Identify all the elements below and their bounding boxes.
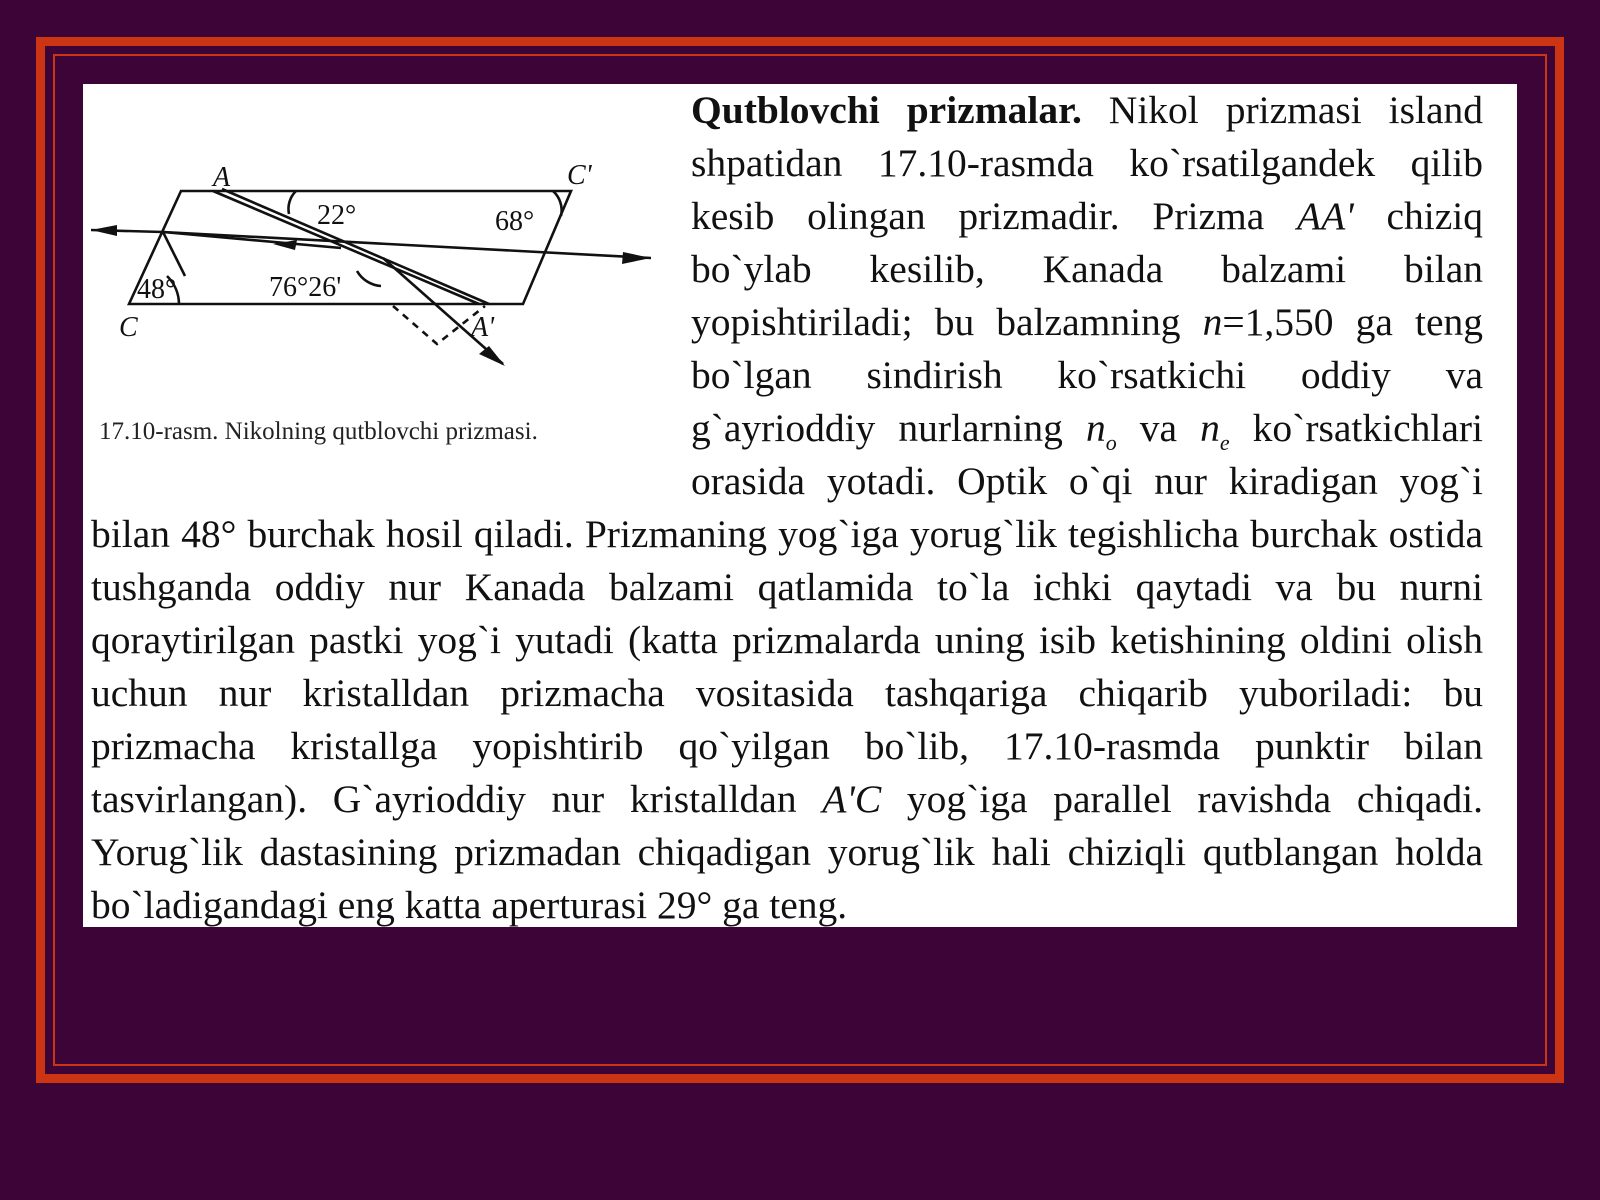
arc-68 [553,191,562,216]
prism-diagram [91,126,683,426]
label-A-prime: A' [471,312,495,343]
label-angle-7626: 76°26' [269,272,342,303]
text-part-5: yog`iga parallel ravishda chiqadi. Yorug`lik dastasining prizmadan chiqadigan yorug`lik hali chiziqli qutblangan holda bo`ladigandagi eng katta aperturasi 29° ga teng. [91,777,1483,927]
subscript-o: o [1105,429,1117,455]
arc-7626 [357,271,381,286]
label-A: A [213,162,231,193]
arrowhead-out [622,252,651,264]
arc-22 [288,191,296,214]
subscript-e: e [1219,429,1230,455]
label-C-prime: C' [567,160,592,191]
nicol-prism-figure [91,126,683,504]
section-heading: Qutblovchi prizmalar. [691,88,1082,132]
label-C: C [119,312,138,343]
arrowhead-reflected [479,346,505,366]
symbol-n: n [1202,300,1223,344]
label-angle-68: 68° [495,206,535,237]
text-part-2: chiziq bo`ylab kesilib, Kanada balzami bilan yopishtiriladi; bu balzamning [691,194,1484,344]
label-angle-22: 22° [317,200,357,231]
text-part-1: Nikol prizmasi island shpatidan 17.10-rasmda ko`rsatilgandek qilib kesib olingan prizmadir. Prizma [691,88,1483,238]
label-angle-48: 48° [137,274,177,305]
optic-axis-line [163,232,185,276]
reflected-ray [383,258,503,364]
symbol-aa-prime: AA' [1297,194,1354,238]
text-va: va [1116,406,1201,450]
arrowhead-in [91,225,117,236]
extraordinary-ray [163,232,651,258]
content-panel [83,84,1517,927]
symbol-n-o: n [1085,406,1106,450]
symbol-a-prime-c: A'C [822,777,882,821]
figure-caption: 17.10-rasm. Nikolning qutblovchi prizmasi. [99,418,538,445]
text-part-3: =1,550 ga teng bo`lgan sindirish ko`rsatkichi oddiy va g`ayrioddiy nurlarning [691,300,1483,450]
symbol-n-e: n [1200,406,1220,450]
text-part-4: ko`rsatkichlari orasida yotadi. Optik o`qi nur kiradigan yog`i bilan 48° burchak hosil qiladi. Prizmaning yog`iga yorug`lik tegishlicha burchak ostida tushganda oddiy nur Kanada balzami qatlamida to`la ichki qaytadi va bu nurni qoraytirilgan pastki yog`i yutadi (katta prizmalarda uning isib ketishining oldini olish uchun nur kristalldan prizmacha vositasida tashqariga chiqarib yuboriladi: bu prizmacha kristallga yopishtirib qo`yilgan bo`lib, 17.10-rasmda punktir bilan tasvirlangan). G`ayrioddiy nur kristalldan [91,406,1484,821]
